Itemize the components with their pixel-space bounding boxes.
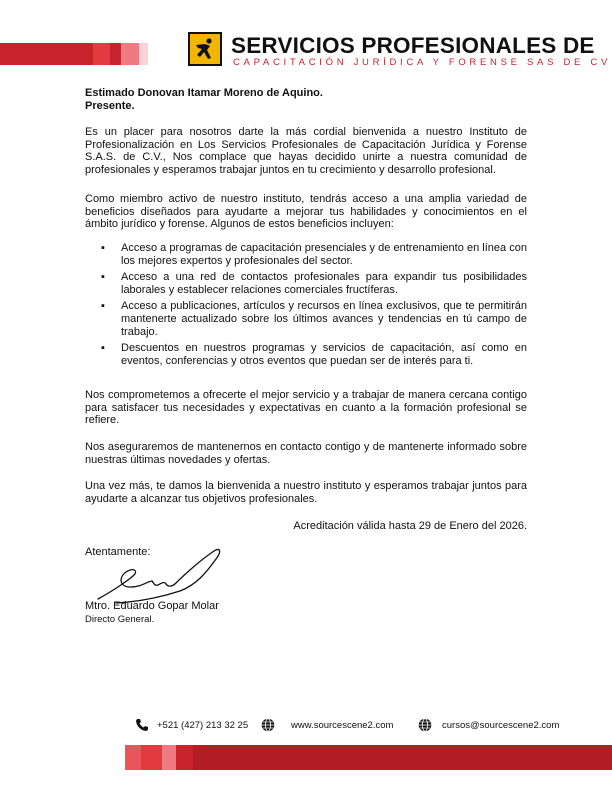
company-subtitle: CAPACITACIÓN JURÍDICA Y FORENSE SAS DE CV [233, 57, 611, 68]
signer-title: Directo General. [85, 614, 155, 625]
email-link[interactable]: cursos@sourcescene2.com [442, 719, 560, 731]
footer-bar-segment [125, 745, 141, 770]
header-bar-segment [121, 43, 139, 65]
list-item: ▪ Acceso a publicaciones, artículos y recursos en línea exclusivos, que te permitirán mantenerte actualizado sobre los últimos avances y tendencias en tú campo de trabajo. [85, 300, 527, 338]
header-bar-segment [0, 43, 93, 65]
commitment-paragraph: Nos comprometemos a ofrecerte el mejor servicio y a trabajar de manera cercana contigo para satisfacer tus necesidades y expectativas en cuanto a la formación profesional se refiere. [85, 389, 527, 427]
header-color-bar [0, 43, 148, 65]
signer-name: Mtro. Eduardo Gopar Molar [85, 600, 219, 612]
footer-bar-segment [162, 745, 176, 770]
phone-number: +521 (427) 213 32 25 [157, 719, 249, 731]
contact-paragraph: Nos aseguraremos de mantenernos en contacto contigo y de mantenerte informado sobre nuestras últimas novedades y ofertas. [85, 441, 527, 466]
list-item: ▪ Acceso a programas de capacitación presenciales y de entrenamiento en línea con los mejores expertos y profesionales del sector. [85, 242, 527, 267]
closing-salutation: Atentamente: [85, 546, 151, 558]
benefits-intro-paragraph: Como miembro activo de nuestro instituto, tendrás acceso a una amplia variedad de beneficios diseñados para ayudarte a mejorar tus habilidades y conocimientos en el ámbito jurídico y forense. Algunos de estos beneficios incluyen: [85, 193, 527, 231]
phone-icon [135, 718, 149, 732]
footer-bar-segment [176, 745, 193, 770]
closing-paragraph: Una vez más, te damos la bienvenida a nuestro instituto y esperamos trabajar juntos para ayudarte a alcanzar tus objetivos profesionales. [85, 480, 527, 505]
globe-icon [261, 718, 275, 732]
footer-bar-segment [193, 745, 612, 770]
footer-website [261, 718, 393, 732]
presente-line: Presente. [85, 99, 135, 112]
footer-email [418, 718, 559, 732]
list-item: ▪ Descuentos en nuestros programas y servicios de capacitación, así como en eventos, conferencias y otros eventos que puedan ser de interés para ti. [85, 342, 527, 367]
figure-logo-icon [188, 32, 222, 66]
footer-phone [135, 718, 248, 732]
footer-bar-segment [141, 745, 162, 770]
accreditation-date: Acreditación válida hasta 29 de Enero del 2026. [293, 520, 527, 532]
footer-contacts [0, 716, 612, 736]
website-link[interactable]: www.sourcescene2.com [291, 719, 394, 731]
company-name: SERVICIOS PROFESIONALES DE [231, 33, 595, 58]
recipient-line: Estimado Donovan Itamar Moreno de Aquino. [85, 87, 323, 99]
welcome-paragraph: Es un placer para nosotros darte la más cordial bienvenida a nuestro Instituto de Profesionalización en Los Servicios Profesionales de Capacitación Jurídica y Forense S.A.S. de C.V., Nos complace que hayas decidido unirte a nuestra comunidad de profesionales y esperamos trabajar juntos en tu crecimiento y desarrollo profesional. [85, 126, 527, 176]
salutation [85, 87, 323, 112]
footer-color-bar [125, 745, 612, 770]
list-item: ▪ Acceso a una red de contactos profesionales para expandir tus posibilidades laborales y establecer relaciones comerciales fructíferas. [85, 271, 527, 296]
globe-icon [418, 718, 432, 732]
header-bar-segment [110, 43, 121, 65]
signature-image [96, 545, 226, 607]
benefits-list [85, 242, 527, 371]
header-bar-segment [93, 43, 110, 65]
header-bar-segment [139, 43, 148, 65]
